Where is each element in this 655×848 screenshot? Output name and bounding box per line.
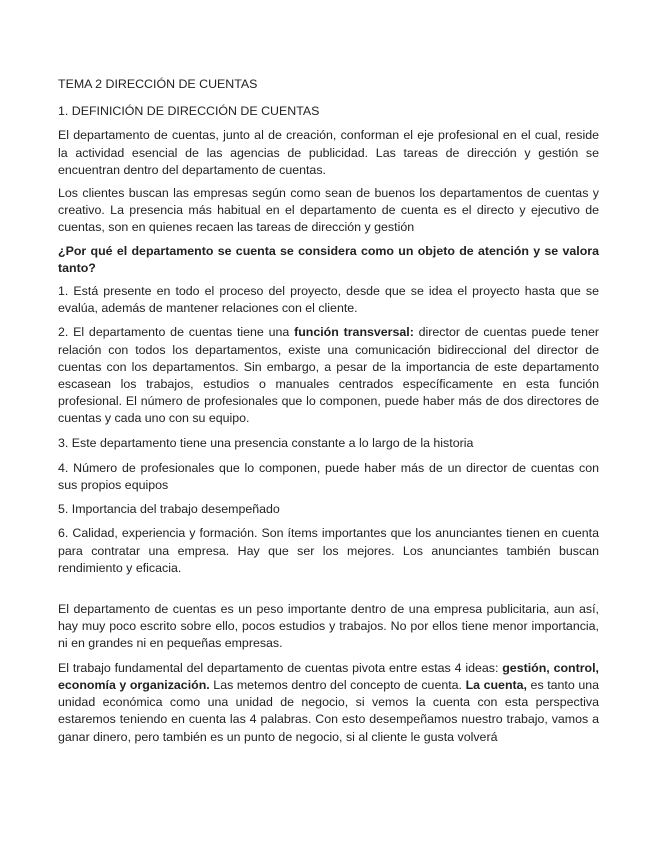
list-item-1: 1. Está presente en todo el proceso del proyecto, desde que se idea el proyecto hasta que se evalúa, además de mantener relaciones con el cliente.	[58, 284, 599, 316]
question-heading: ¿Por qué el departamento se cuenta se considera como un objeto de atención y se valora tanto?	[58, 243, 599, 275]
document-title: TEMA 2 DIRECCIÓN DE CUENTAS	[58, 77, 258, 91]
list-item-4: 4. Número de profesionales que lo componen, puede haber más de un director de cuentas con sus propios equipos	[58, 460, 599, 493]
list-item-2-bold: función transversal:	[294, 325, 414, 340]
paragraph-3: El departamento de cuentas es un peso importante dentro de una empresa publicitaria, aun así, hay muy poco escrito sobre ello, pocos estudios y trabajos. No por ellos tiene menor importancia, ni en grandes ni en pequeñas empresas.	[58, 602, 599, 651]
list-item-2-text-a: 2. El departamento de cuentas tiene una	[58, 325, 295, 340]
paragraph-2: Los clientes buscan las empresas según como sean de buenos los departamentos de cuentas y creativo. La presencia más habitual en el departamento de cuenta es el directo y ejecutivo de cuentas, son en quienes recaen las tareas de dirección y gestión	[58, 186, 599, 235]
section-heading: 1. DEFINICIÓN DE DIRECCIÓN DE CUENTAS	[58, 104, 320, 119]
list-item-5: 5. Importancia del trabajo desempeñado	[58, 502, 280, 517]
paragraph-1: El departamento de cuentas, junto al de creación, conforman el eje profesional en el cual, reside la actividad esencial de las agencias de publicidad. Las tareas de dirección y gestión se encuentran dentro del departamento de cuentas.	[58, 128, 599, 177]
list-item-2	[58, 324, 599, 427]
paragraph-4-text-b: Las metemos dentro del concepto de cuenta.	[209, 677, 466, 692]
paragraph-4	[58, 660, 599, 746]
list-item-6: 6. Calidad, experiencia y formación. Son ítems importantes que los anunciantes tienen en cuenta para contratar una empresa. Hay que ser los mejores. Los anunciantes también buscan rendimiento y eficacia.	[58, 526, 599, 575]
list-item-2-text-b: director de cuentas puede tener relación con todos los departamentos, existe una comunicación bidireccional del director de cuentas con los departamentos. Sin embargo, a pesar de la importancia de este departamento escasean los trabajos, estudios o manuales centrados específicamente en esta función profesional. El número de profesionales que lo componen, puede haber más de dos directores de cuentas y cada uno con su equipo.	[58, 325, 600, 426]
paragraph-4-text-c: es tanto una unidad económica como una unidad de negocio, si vemos la cuenta con esta perspectiva estaremos teniendo en cuenta las 4 palabras. Con esto desempeñamos nuestro trabajo, vamos a ganar dinero, pero también es un punto de negocio, si al cliente le gusta volverá	[58, 677, 599, 744]
list-item-3: 3. Este departamento tiene una presencia constante a lo largo de la historia	[58, 435, 474, 450]
paragraph-4-bold-a: gestión, control, economía y organización.	[58, 660, 600, 692]
paragraph-4-bold-b: La cuenta,	[465, 677, 527, 692]
paragraph-4-text-a: El trabajo fundamental del departamento de cuentas pivota entre estas 4 ideas:	[58, 660, 503, 675]
